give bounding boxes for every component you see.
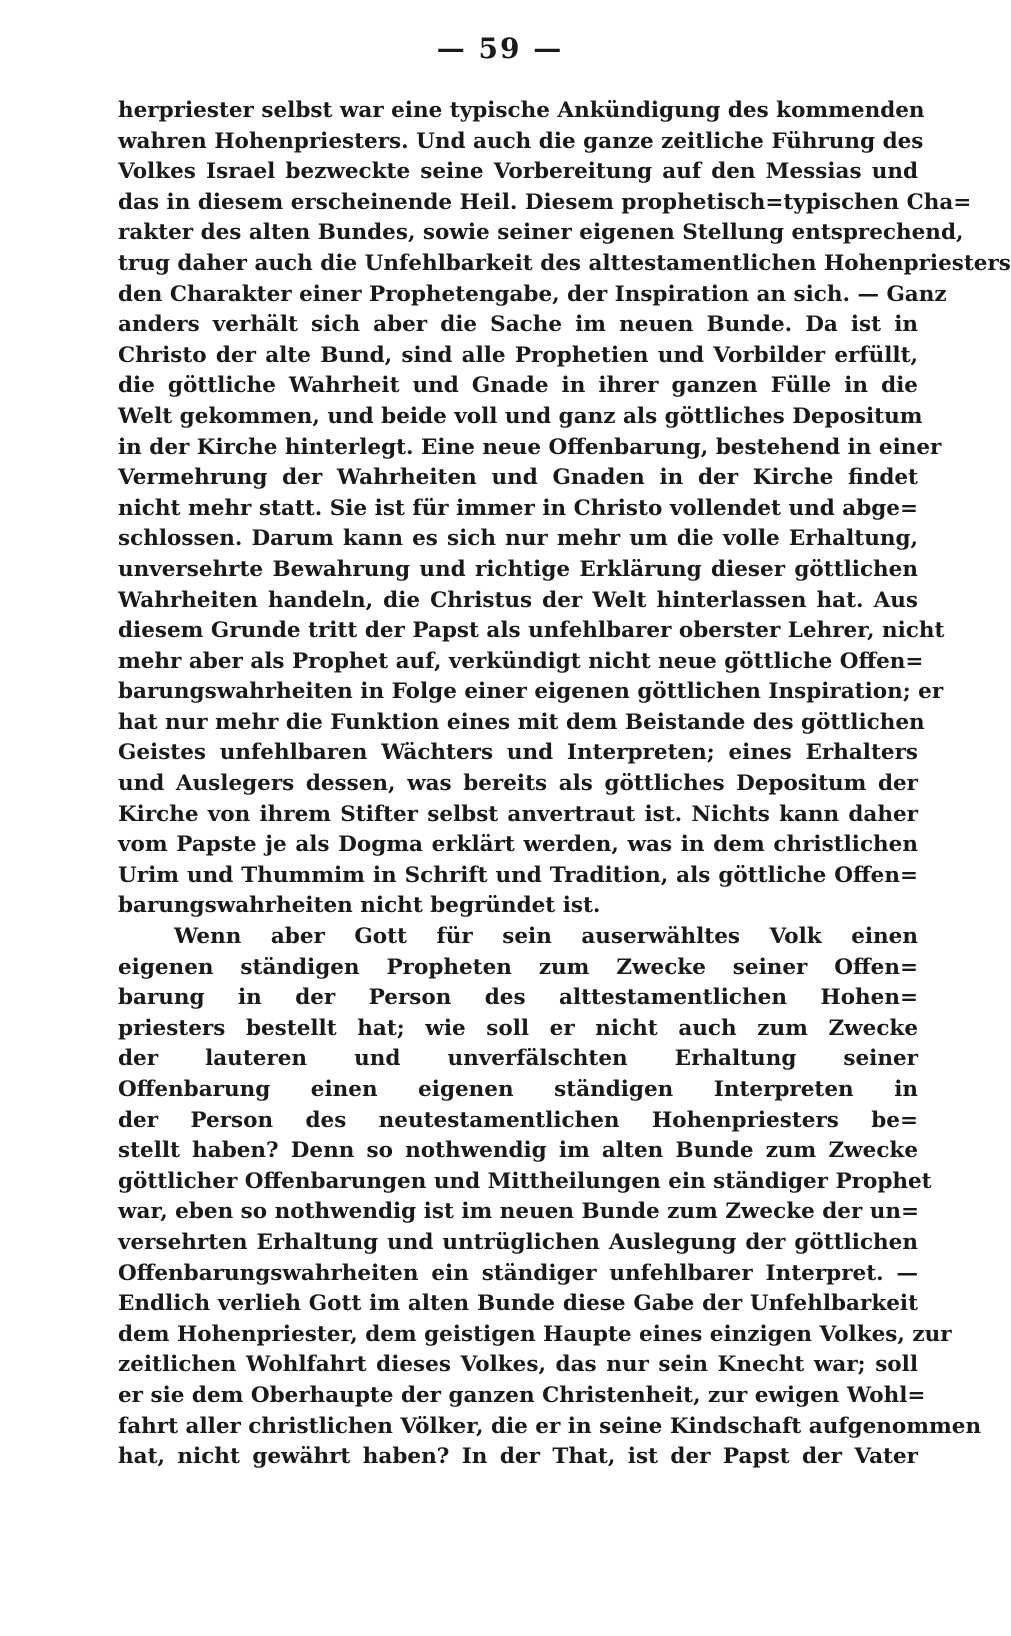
text-line: Urim und Thummim in Schrift und Tradition, als göttliche Offen= bbox=[118, 862, 918, 888]
text-line: Welt gekommen, und beide voll und ganz als göttliches Depositum bbox=[118, 403, 923, 429]
page-number: — 59 — bbox=[436, 32, 564, 65]
text-line: der Person des neutestamentlichen Hohenpriesters be= bbox=[118, 1107, 918, 1133]
text-line: die göttliche Wahrheit und Gnade in ihrer ganzen Fülle in die bbox=[118, 373, 918, 399]
text-line: Wahrheiten handeln, die Christus der Welt hinterlassen hat. Aus bbox=[118, 587, 918, 613]
text-line: hat nur mehr die Funktion eines mit dem Beistande des göttlichen bbox=[118, 709, 925, 735]
text-line: Kirche von ihrem Stifter selbst anvertraut ist. Nichts kann daher bbox=[118, 801, 918, 827]
text-line: Endlich verlieh Gott im alten Bunde diese Gabe der Unfehlbarkeit bbox=[118, 1291, 918, 1317]
text-line: barung in der Person des alttestamentlichen Hohen= bbox=[118, 985, 918, 1011]
text-line: er sie dem Oberhaupte der ganzen Christenheit, zur ewigen Wohl= bbox=[118, 1382, 926, 1408]
text-line: eigenen ständigen Propheten zum Zwecke seiner Offen= bbox=[118, 954, 918, 980]
text-line: Vermehrung der Wahrheiten und Gnaden in der Kirche findet bbox=[118, 465, 918, 491]
text-line: hat, nicht gewährt haben? In der That, ist der Papst der Vater bbox=[118, 1444, 918, 1470]
paragraph-end-line: barungswahrheiten nicht begründet ist. bbox=[118, 893, 601, 919]
text-line: vom Papste je als Dogma erklärt werden, was in dem christlichen bbox=[118, 832, 918, 858]
text-line: wahren Hohenpriesters. Und auch die ganze zeitliche Führung des bbox=[118, 128, 924, 154]
text-line: priesters bestellt hat; wie soll er nicht auch zum Zwecke bbox=[118, 1015, 918, 1041]
text-line: Geistes unfehlbaren Wächters und Interpreten; eines Erhalters bbox=[118, 740, 918, 766]
text-line: nicht mehr statt. Sie ist für immer in Christo vollendet und abge= bbox=[118, 495, 918, 521]
body-text bbox=[118, 96, 1011, 1473]
text-line: göttlicher Offenbarungen und Mittheilungen ein ständiger Prophet bbox=[118, 1168, 932, 1194]
text-line: trug daher auch die Unfehlbarkeit des alttestamentlichen Hohenpriesters bbox=[118, 250, 1011, 276]
text-line: der lauteren und unverfälschten Erhaltung seiner bbox=[118, 1046, 918, 1072]
text-line: barungswahrheiten in Folge einer eigenen göttlichen Inspiration; er bbox=[118, 679, 944, 705]
text-line: stellt haben? Denn so nothwendig im alten Bunde zum Zwecke bbox=[118, 1138, 918, 1164]
text-line: dem Hohenpriester, dem geistigen Haupte eines einzigen Volkes, zur bbox=[118, 1321, 952, 1347]
text-line: Christo der alte Bund, sind alle Prophetien und Vorbilder erfüllt, bbox=[118, 342, 918, 368]
text-line: zeitlichen Wohlfahrt dieses Volkes, das nur sein Knecht war; soll bbox=[118, 1352, 918, 1378]
text-line: versehrten Erhaltung und untrüglichen Auslegung der göttlichen bbox=[118, 1229, 918, 1255]
text-line: Volkes Israel bezweckte seine Vorbereitung auf den Messias und bbox=[118, 159, 918, 185]
text-line: war, eben so nothwendig ist im neuen Bunde zum Zwecke der un= bbox=[118, 1199, 920, 1225]
text-line: den Charakter einer Prophetengabe, der Inspiration an sich. — Ganz bbox=[118, 281, 947, 307]
text-line: schlossen. Darum kann es sich nur mehr um die volle Erhaltung, bbox=[118, 526, 918, 552]
text-line: unversehrte Bewahrung und richtige Erklärung dieser göttlichen bbox=[118, 556, 918, 582]
text-line: fahrt aller christlichen Völker, die er in seine Kindschaft aufgenommen bbox=[118, 1413, 982, 1439]
text-line: mehr aber als Prophet auf, verkündigt nicht neue göttliche Offen= bbox=[118, 648, 924, 674]
text-line: und Auslegers dessen, was bereits als göttliches Depositum der bbox=[118, 771, 918, 797]
text-line: herpriester selbst war eine typische Ankündigung des kommenden bbox=[118, 98, 925, 123]
text-line: anders verhält sich aber die Sache im neuen Bunde. Da ist in bbox=[118, 312, 918, 338]
text-line: in der Kirche hinterlegt. Eine neue Offenbarung, bestehend in einer bbox=[118, 434, 942, 460]
text-line: Offenbarung einen eigenen ständigen Interpreten in bbox=[118, 1077, 918, 1102]
text-line: rakter des alten Bundes, sowie seiner eigenen Stellung entsprechend, bbox=[118, 220, 964, 246]
text-line: Offenbarungswahrheiten ein ständiger unfehlbarer Interpret. — bbox=[118, 1260, 918, 1286]
text-line: diesem Grunde tritt der Papst als unfehlbarer oberster Lehrer, nicht bbox=[118, 618, 945, 644]
text-line: das in diesem erscheinende Heil. Diesem prophetisch=typischen Cha= bbox=[118, 189, 972, 215]
paragraph-start-line: Wenn aber Gott für sein auserwähltes Volk einen bbox=[174, 924, 918, 950]
